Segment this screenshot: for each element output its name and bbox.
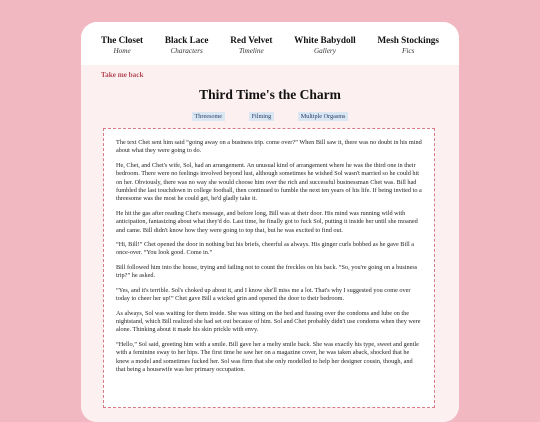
story-paragraph: He, Chet, and Chet's wife, Sol, had an arrangement. An unusual kind of arrangement where he was the third one in their bedroom. There were no feelings involved beyond lust, although sometimes he wished Sol wasn't married so he could hit on her. Obviously, there was no way she would choose him over the rich and successful businessman Chet was. Bill had fumbled the last touchdown in college football, then continued to fumble the next ten years of his life. If being invited to a threesome was the most he could get, he'd gladly take it. [116,161,422,203]
story-text-box [103,128,435,408]
story-paragraph: “Yes, and it's terrible. Sol's choked up about it, and I know she'll miss me a lot. That's why I suggested you come over today to cheer her up!” Chet gave Bill a wicked grin and opened the door to their bedroom. [116,286,411,303]
nav-item-timeline[interactable] [230,35,272,56]
story-title: Third Time's the Charm [199,87,341,102]
nav-subtitle: Characters [170,47,203,55]
nav-item-characters[interactable] [165,35,209,56]
nav-subtitle: Timeline [238,47,264,55]
nav-title: Mesh Stockings [377,35,439,45]
story-paragraph: Bill followed him into the house, trying and failing not to count the freckles on his back. “So, you're going on a business trip?” he asked. [116,263,418,280]
story-paragraph: The text Chet sent him said “going away on a business trip. come over?” When Bill saw it, there was no doubt in his mind about what they were going to do. [116,139,422,155]
story-paragraph: “Hello,” Sol said, greeting him with a smile. Bill gave her a melty smile back. She was exactly his type, sweet and gentle with a feminine sway to her hips. The first time he saw her on a magazine cover, he was taken aback, shocked that he knew a model and sometimes fucked her. Sol was firm that she only modelled to help her designer cousin, though, and that being a housewife was her primary occupation. [116,340,419,373]
nav-subtitle: Fics [402,47,415,55]
nav-title: White Babydoll [294,35,356,45]
tag-multiple-orgasms[interactable]: Multiple Orgasms [298,112,349,121]
back-link[interactable]: Take me back [101,71,144,79]
nav-subtitle: Home [113,47,131,55]
site-card [81,22,459,422]
story-paragraph: He hit the gas after reading Chet's message, and before long, Bill was at their door. His mind was running wild with anticipation, fantasizing about what they'd do. Last time, he finally got to fuck Sol, putting it inside her until she moaned and came. Bill didn't know how they were going to top that, but he was excited to find out. [116,209,418,234]
nav-item-gallery[interactable] [294,35,356,56]
story-paragraph: As always, Sol was waiting for them inside. She was sitting on the bed and fussing over the condoms and lube on the nightstand, which Bill realized she had set out because of him. Sol and Chet probably didn't use condoms when they were alone. Thinking about it made his skin prickle with envy. [116,309,421,334]
tag-threesome[interactable]: Threesome [192,112,226,121]
story-paragraph: “Hi, Bill!” Chet opened the door in nothing but his briefs, cheerful as always. His ginger curls bobbed as he gave Bill a once-over. “You look good. Come in.” [116,241,415,257]
nav-subtitle: Gallery [313,47,336,55]
nav-title: Black Lace [164,35,209,45]
nav-item-fics[interactable] [377,35,439,56]
nav-title: Red Velvet [230,35,273,45]
content-area [81,65,459,422]
tag-list [81,112,459,121]
nav-title: The Closet [101,35,144,45]
tag-filming[interactable]: Filming [249,112,275,121]
nav-item-home[interactable] [101,35,143,56]
